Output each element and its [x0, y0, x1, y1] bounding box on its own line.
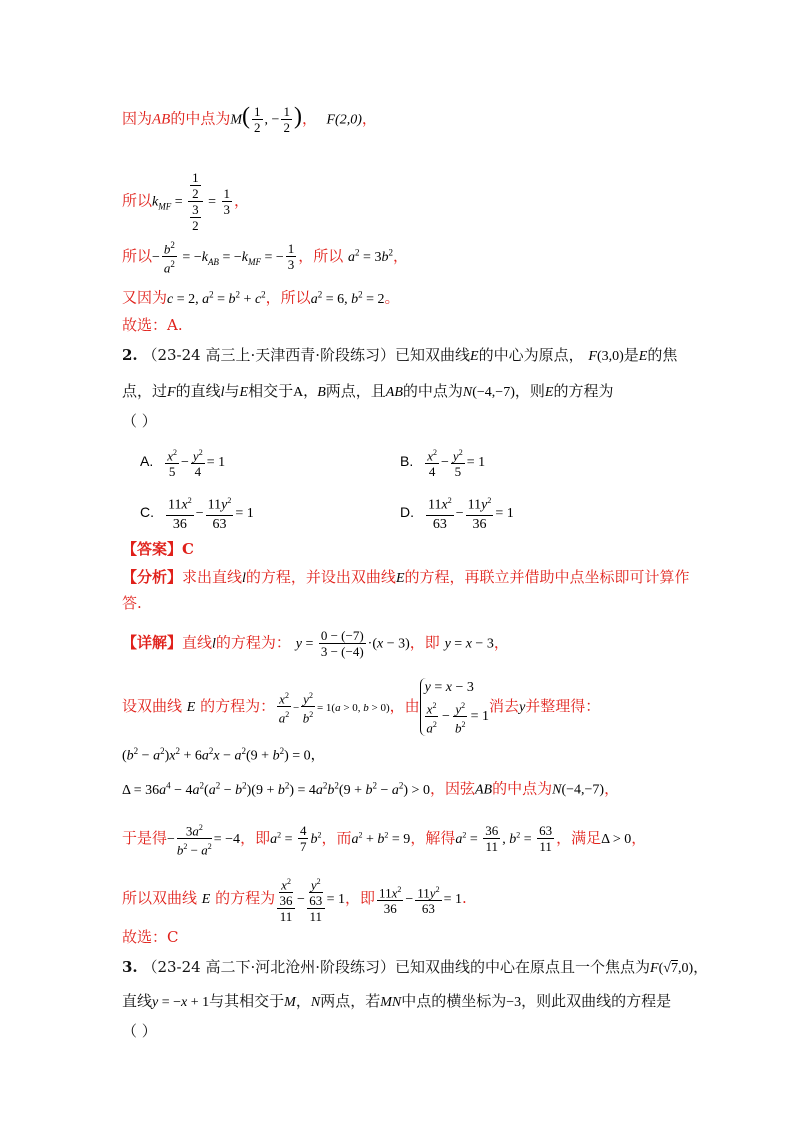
line-c-equals: 又因为c = 2, $a^2 = b^2 + c^2$，所以$a^2 = 6$, $b^2 = 2$。: [122, 288, 400, 307]
detail-line2: 设双曲线 E 的方程为： $\frac{x^2}{a^2}$ − $\frac{y^2}{b^2}$ = 1(a > 0, b > 0)，由 y = x − 3 $\frac{x^2}{a^2}$ − $\frac{y^2}{b^2}$ = 1 消去y并整理得：: [122, 680, 601, 736]
q2-stem-line1: 2. （23-24 高三上·天津西青·阶段练习）已知双曲线E的中心为原点， F(3,0)是E的焦: [122, 346, 678, 364]
analysis-line2: 答.: [122, 594, 142, 612]
q2-option-c[interactable]: C. $\frac{11x^2}{36}$ − $\frac{11y^2}{63}$ = 1: [140, 492, 254, 534]
line-slope-relation: 所以− $\frac{b^2}{a^2}$ = $-k_{AB} = -k_{MF}$ = − $\frac{1}{3}$ ，所以 $a^2 = 3b^2$，: [122, 240, 408, 276]
line-midpoint: 因为AB的中点为M( $\frac{1}{2}$ , − $\frac{1}{2}$ )， F(2,0)，: [122, 103, 377, 135]
line-choose-a: 故选：A.: [122, 316, 183, 334]
q2-paren: （ ）: [122, 412, 157, 430]
q2-option-d[interactable]: D. $\frac{11x^2}{63}$ − $\frac{11y^2}{36}$ = 1: [400, 492, 514, 534]
detail-line6: 所以双曲线 E 的方程为 $\frac{\frac{x^2}{36}}{11}$ − $\frac{\frac{y^2}{63}}{11}$ = 1，即 $\frac{11x^2}{36}$ − $\frac{11y^2}{63}$ = 1.: [122, 874, 467, 924]
detail-line5: 于是得− $\frac{3a^2}{b^2 - a^2}$ = −4，即$a^2$ = $\frac{4}{7}$ $b^2$，而$a^2 + b^2 = 9$，解得$a^2$ = $\frac{36}{11}$ , $b^2$ = $\frac{63}{11}$ ，满足Δ > 0，: [122, 820, 646, 858]
q3-stem-line2: 直线y = −x + 1与其相交于M，N两点，若MN中点的横坐标为−3，则此双曲线的方程是: [122, 992, 672, 1010]
q3-stem-line1: 3. （23-24 高二下·河北沧州·阶段练习）已知双曲线的中心在原点且一个焦点为F(√7,0)，: [122, 958, 709, 976]
q2-option-b[interactable]: B. $\frac{x^2}{4}$ − $\frac{y^2}{5}$ = 1: [400, 445, 485, 479]
detail-line3: $(b^2 - a^2)x^2 + 6a^2x - a^2(9 + b^2) = 0$，: [122, 746, 325, 764]
q2-stem-line2: 点，过F的直线l与E相交于A，B两点，且AB的中点为N(−4,−7)，则E的方程为: [122, 382, 614, 400]
line-choose-c: 故选：C: [122, 928, 179, 946]
line-slope-mf: 所以$k_{MF}$ = $\frac{\frac{1}{2}}{\frac{3}{2}}$ = $\frac{1}{3}$ ，: [122, 170, 250, 233]
q3-paren: （ ）: [122, 1022, 157, 1040]
answer-line: 【答案】C: [122, 540, 194, 558]
q2-option-a[interactable]: A. $\frac{x^2}{5}$ − $\frac{y^2}{4}$ = 1: [140, 445, 225, 479]
detail-line1: 【详解】直线l的方程为： y = $\frac{0 - (-7)}{3 - (-4)}$ ·(x − 3)，即 y = x − 3，: [122, 628, 509, 659]
analysis-line1: 【分析】求出直线l的方程，并设出双曲线E的方程，再联立并借助中点坐标即可计算作: [122, 568, 690, 586]
detail-line4: $\Delta = 36a^4 - 4a^2(a^2 - b^2)(9 + b^2) = 4a^2b^2(9 + b^2 - a^2) > 0$，因弦AB的中点为N(−4,−7)，: [122, 779, 620, 798]
